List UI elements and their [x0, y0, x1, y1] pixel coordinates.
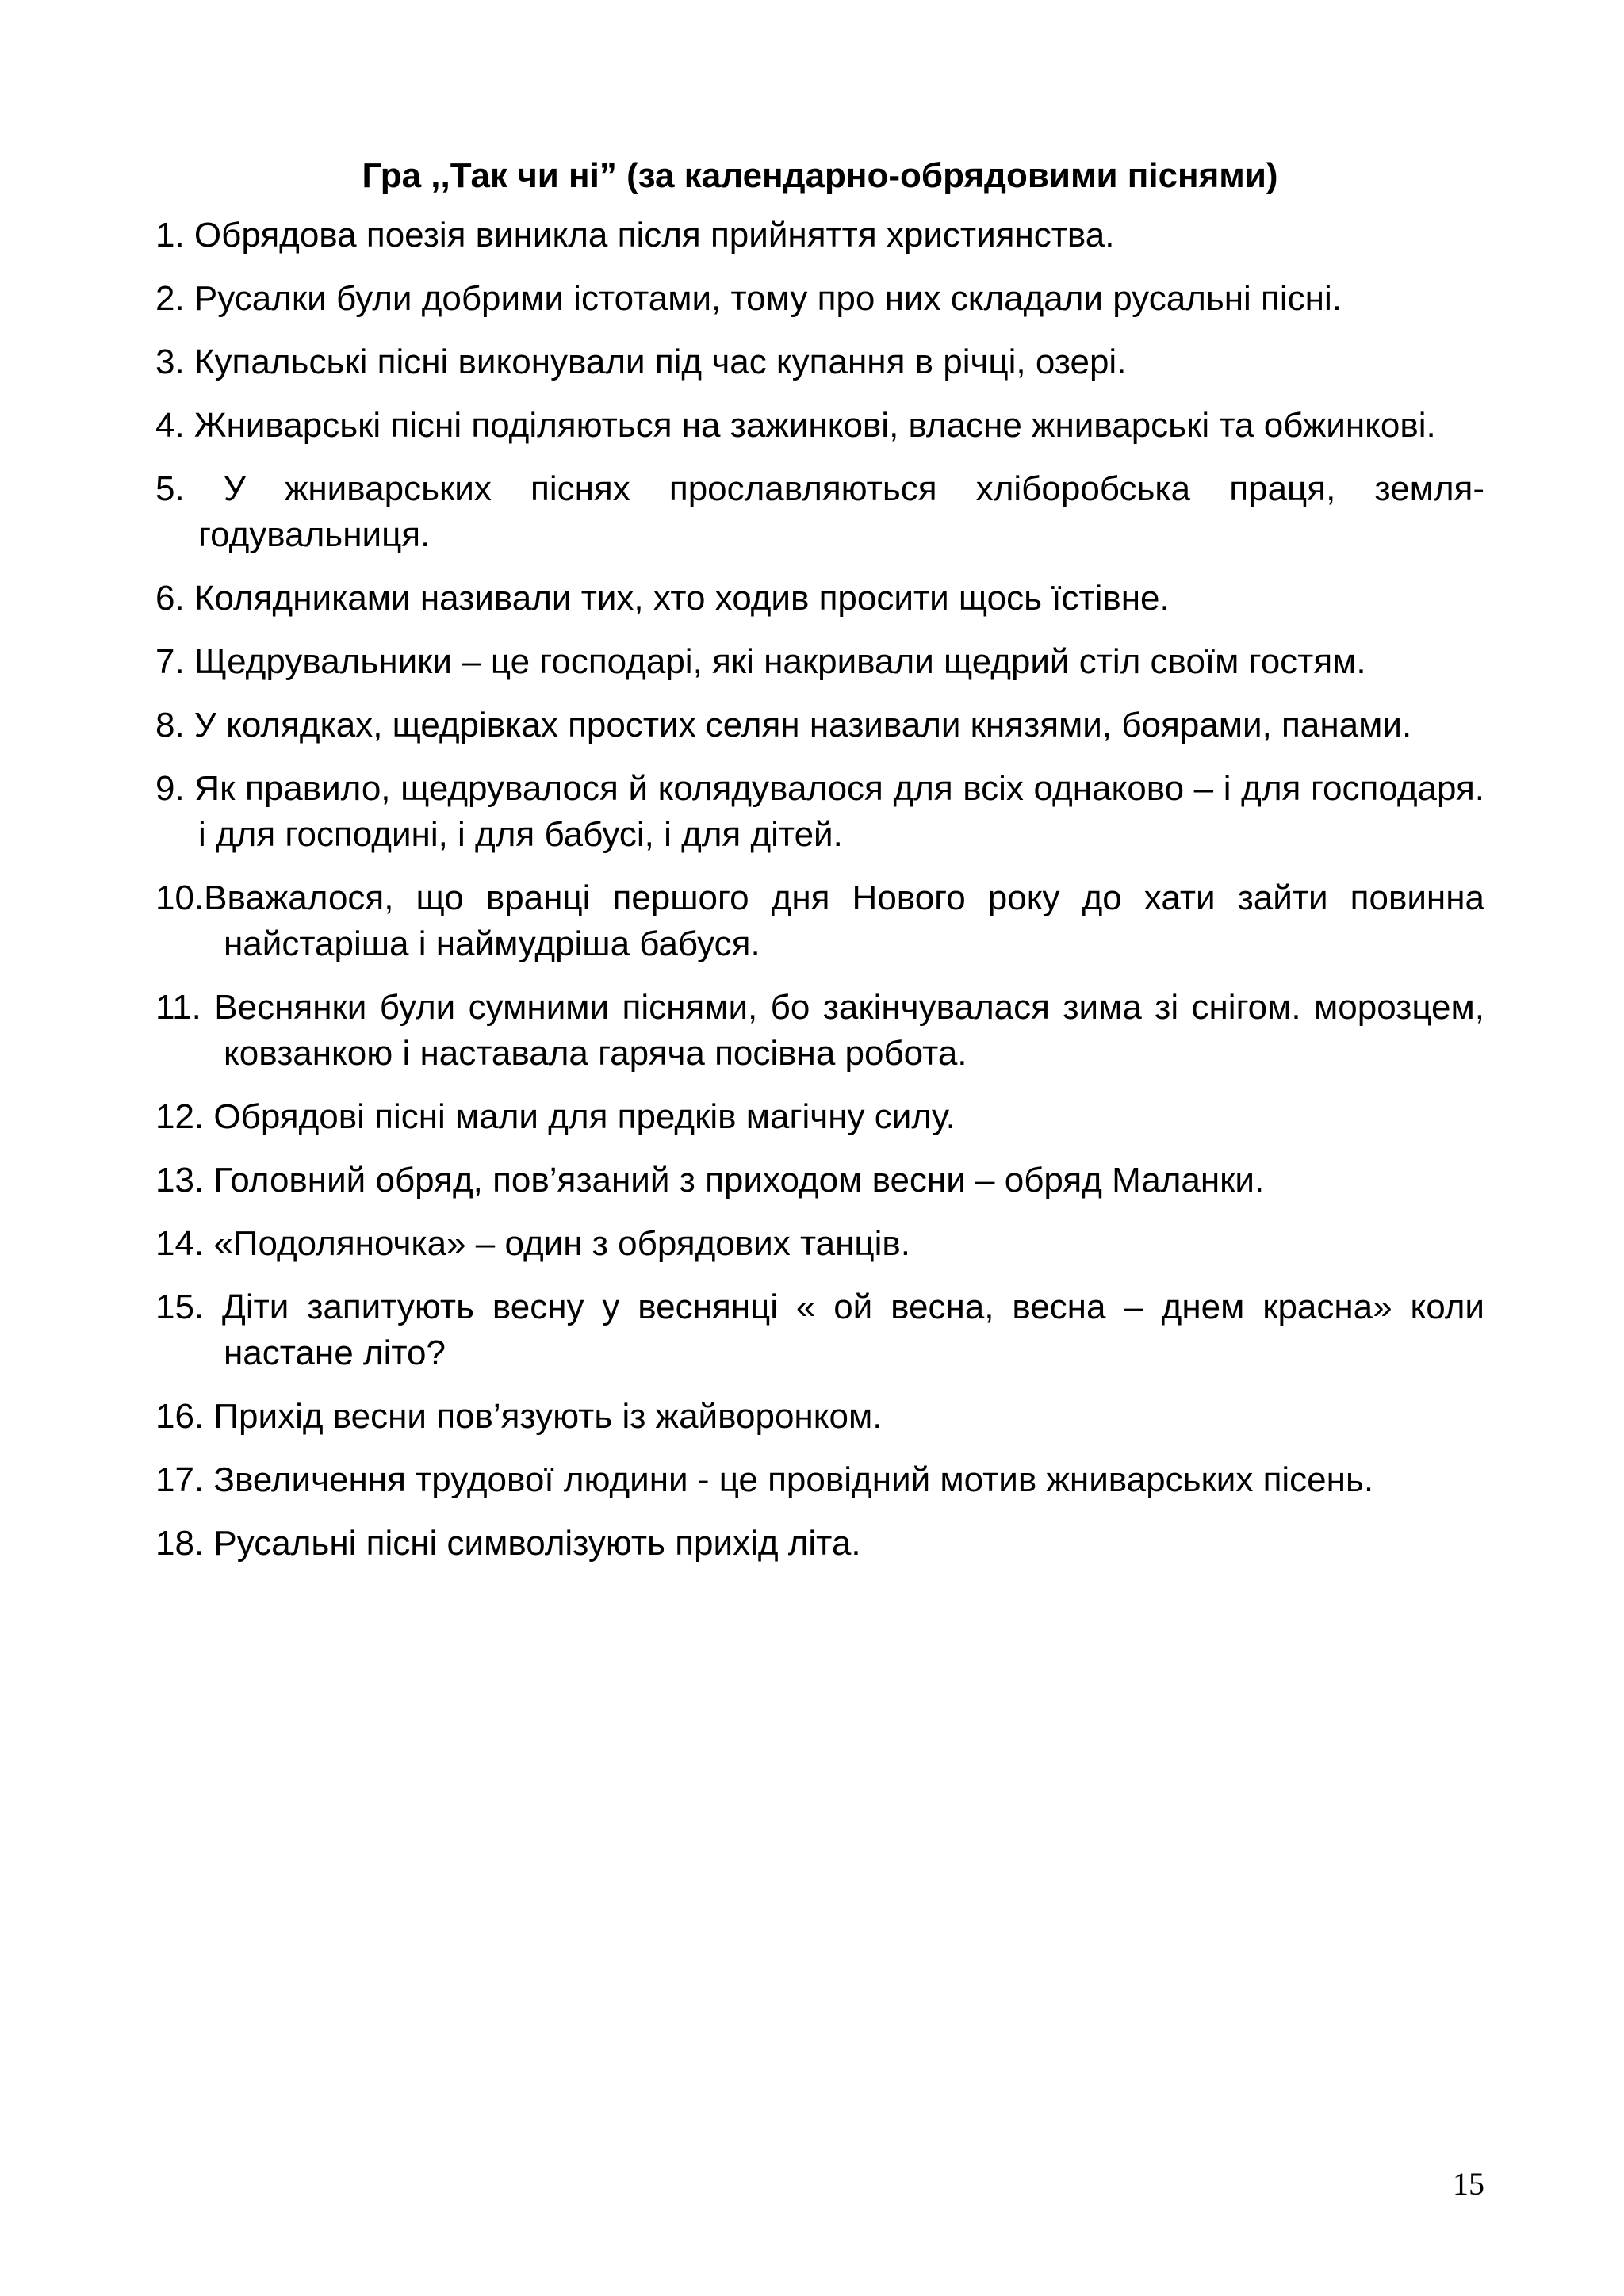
list-item: 18. Русальні пісні символізують прихід літа.	[155, 1524, 861, 1563]
list-item: 16. Прихід весни пов’язують із жайворонком.	[155, 1397, 883, 1436]
page-number: 15	[1453, 2166, 1484, 2202]
list-item: 10.Вважалося, що вранці першого дня Нового року до хати зайти повинна найстаріша і наймудріша бабуся.	[155, 878, 1484, 963]
list-item: 7. Щедрувальники – це господарі, які накривали щедрий стіл своїм гостям.	[155, 642, 1366, 681]
list-item: 14. «Подоляночка» – один з обрядових танців.	[155, 1224, 910, 1263]
page-title: Гра ,,Так чи ні” (за календарно-обрядовими піснями)	[362, 156, 1278, 195]
list-item: 3. Купальські пісні виконували під час купання в річці, озері.	[155, 342, 1127, 381]
list-item: 15. Діти запитують весну у веснянці « ой весна, весна – днем красна» коли настане літо?	[155, 1288, 1484, 1372]
list-item: 13. Головний обряд, пов’язаний з приходом весни – обряд Маланки.	[155, 1161, 1265, 1200]
list-item: 12. Обрядові пісні мали для предків магічну силу.	[155, 1097, 956, 1136]
list-item: 9. Як правило, щедрувалося й колядувалося для всіх однаково – і для господаря. і для господині, і для бабусі, і для дітей.	[155, 769, 1484, 854]
list-item: 6. Колядниками називали тих, хто ходив просити щось їстівне.	[155, 579, 1170, 618]
list-item: 17. Звеличення трудової людини - це провідний мотив жниварських пісень.	[155, 1460, 1374, 1499]
list-item: 11. Веснянки були сумними піснями, бо закінчувалася зима зі снігом. морозцем, ковзанкою і наставала гаряча посівна робота.	[155, 988, 1484, 1073]
list-item: 5. У жниварських піснях прославляються хліборобська праця, земля-годувальниця.	[155, 469, 1484, 554]
question-list	[155, 212, 1484, 1584]
list-item: 2. Русалки були добрими істотами, тому про них складали русальні пісні.	[155, 279, 1342, 318]
list-item: 8. У колядках, щедрівках простих селян називали князями, боярами, панами.	[155, 706, 1412, 744]
list-item: 4. Жниварські пісні поділяються на зажинкові, власне жниварські та обжинкові.	[155, 406, 1436, 445]
list-item: 1. Обрядова поезія виникла після прийняття християнства.	[155, 216, 1115, 254]
